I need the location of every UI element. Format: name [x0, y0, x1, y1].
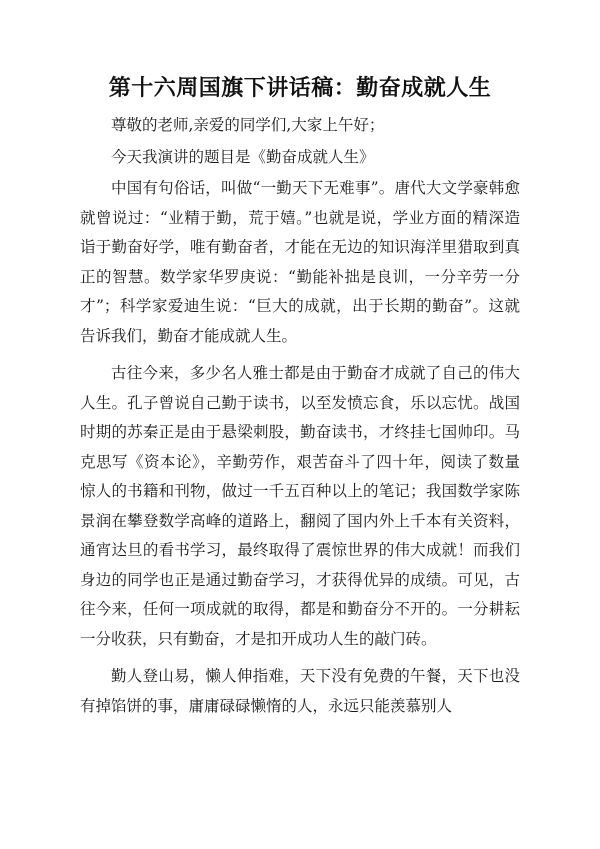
document-body	[80, 111, 520, 721]
paragraph-diligence: 勤人登山易，懒人伸指难，天下没有免费的午餐，天下也没有掉馅饼的事，庸庸碌碌懒惰的人，永远只能羡慕别人	[80, 667, 520, 715]
paragraph-proverb: 中国有句俗话，叫做“一勤天下无难事”。唐代大文学豪韩愈就曾说过：“业精于勤，荒于嬉。”也就是说，学业方面的精深造诣于勤奋好学，唯有勤奋者，才能在无边的知识海洋里猎取到真正的智慧。数学家华罗庚说：“勤能补拙是良训，一分辛劳一分才”；科学家爱迪生说：“巨大的成就，出于长期的勤奋”。这就告诉我们，勤奋才能成就人生。	[80, 179, 520, 345]
paragraph-greeting: 尊敬的老师,亲爱的同学们,大家上午好；	[111, 116, 385, 134]
paragraph-examples: 古往今来，多少名人雅士都是由于勤奋才成就了自己的伟大人生。孔子曾说自己勤于读书，以至发愤忘食，乐以忘忧。战国时期的苏秦正是由于悬梁刺股，勤奋读书，才终挂七国帅印。马克思写《资本论》，辛勤劳作，艰苦奋斗了四十年，阅读了数量惊人的书籍和刊物，做过一千五百种以上的笔记；我国数学家陈景润在攀登数学高峰的道路上，翻阅了国内外上千本有关资料，通宵达旦的看书学习，最终取得了震惊世界的伟大成就！而我们身边的同学也正是通过勤奋学习，才获得优异的成绩。可见，古往今来，任何一项成就的取得，都是和勤奋分不开的。一分耕耘一分收获，只有勤奋，才是扣开成功人生的敲门砖。	[80, 364, 520, 648]
document-title: 第十六周国旗下讲话稿：勤奋成就人生	[108, 75, 492, 101]
paragraph-topic: 今天我演讲的题目是《勤奋成就人生》	[111, 147, 375, 166]
